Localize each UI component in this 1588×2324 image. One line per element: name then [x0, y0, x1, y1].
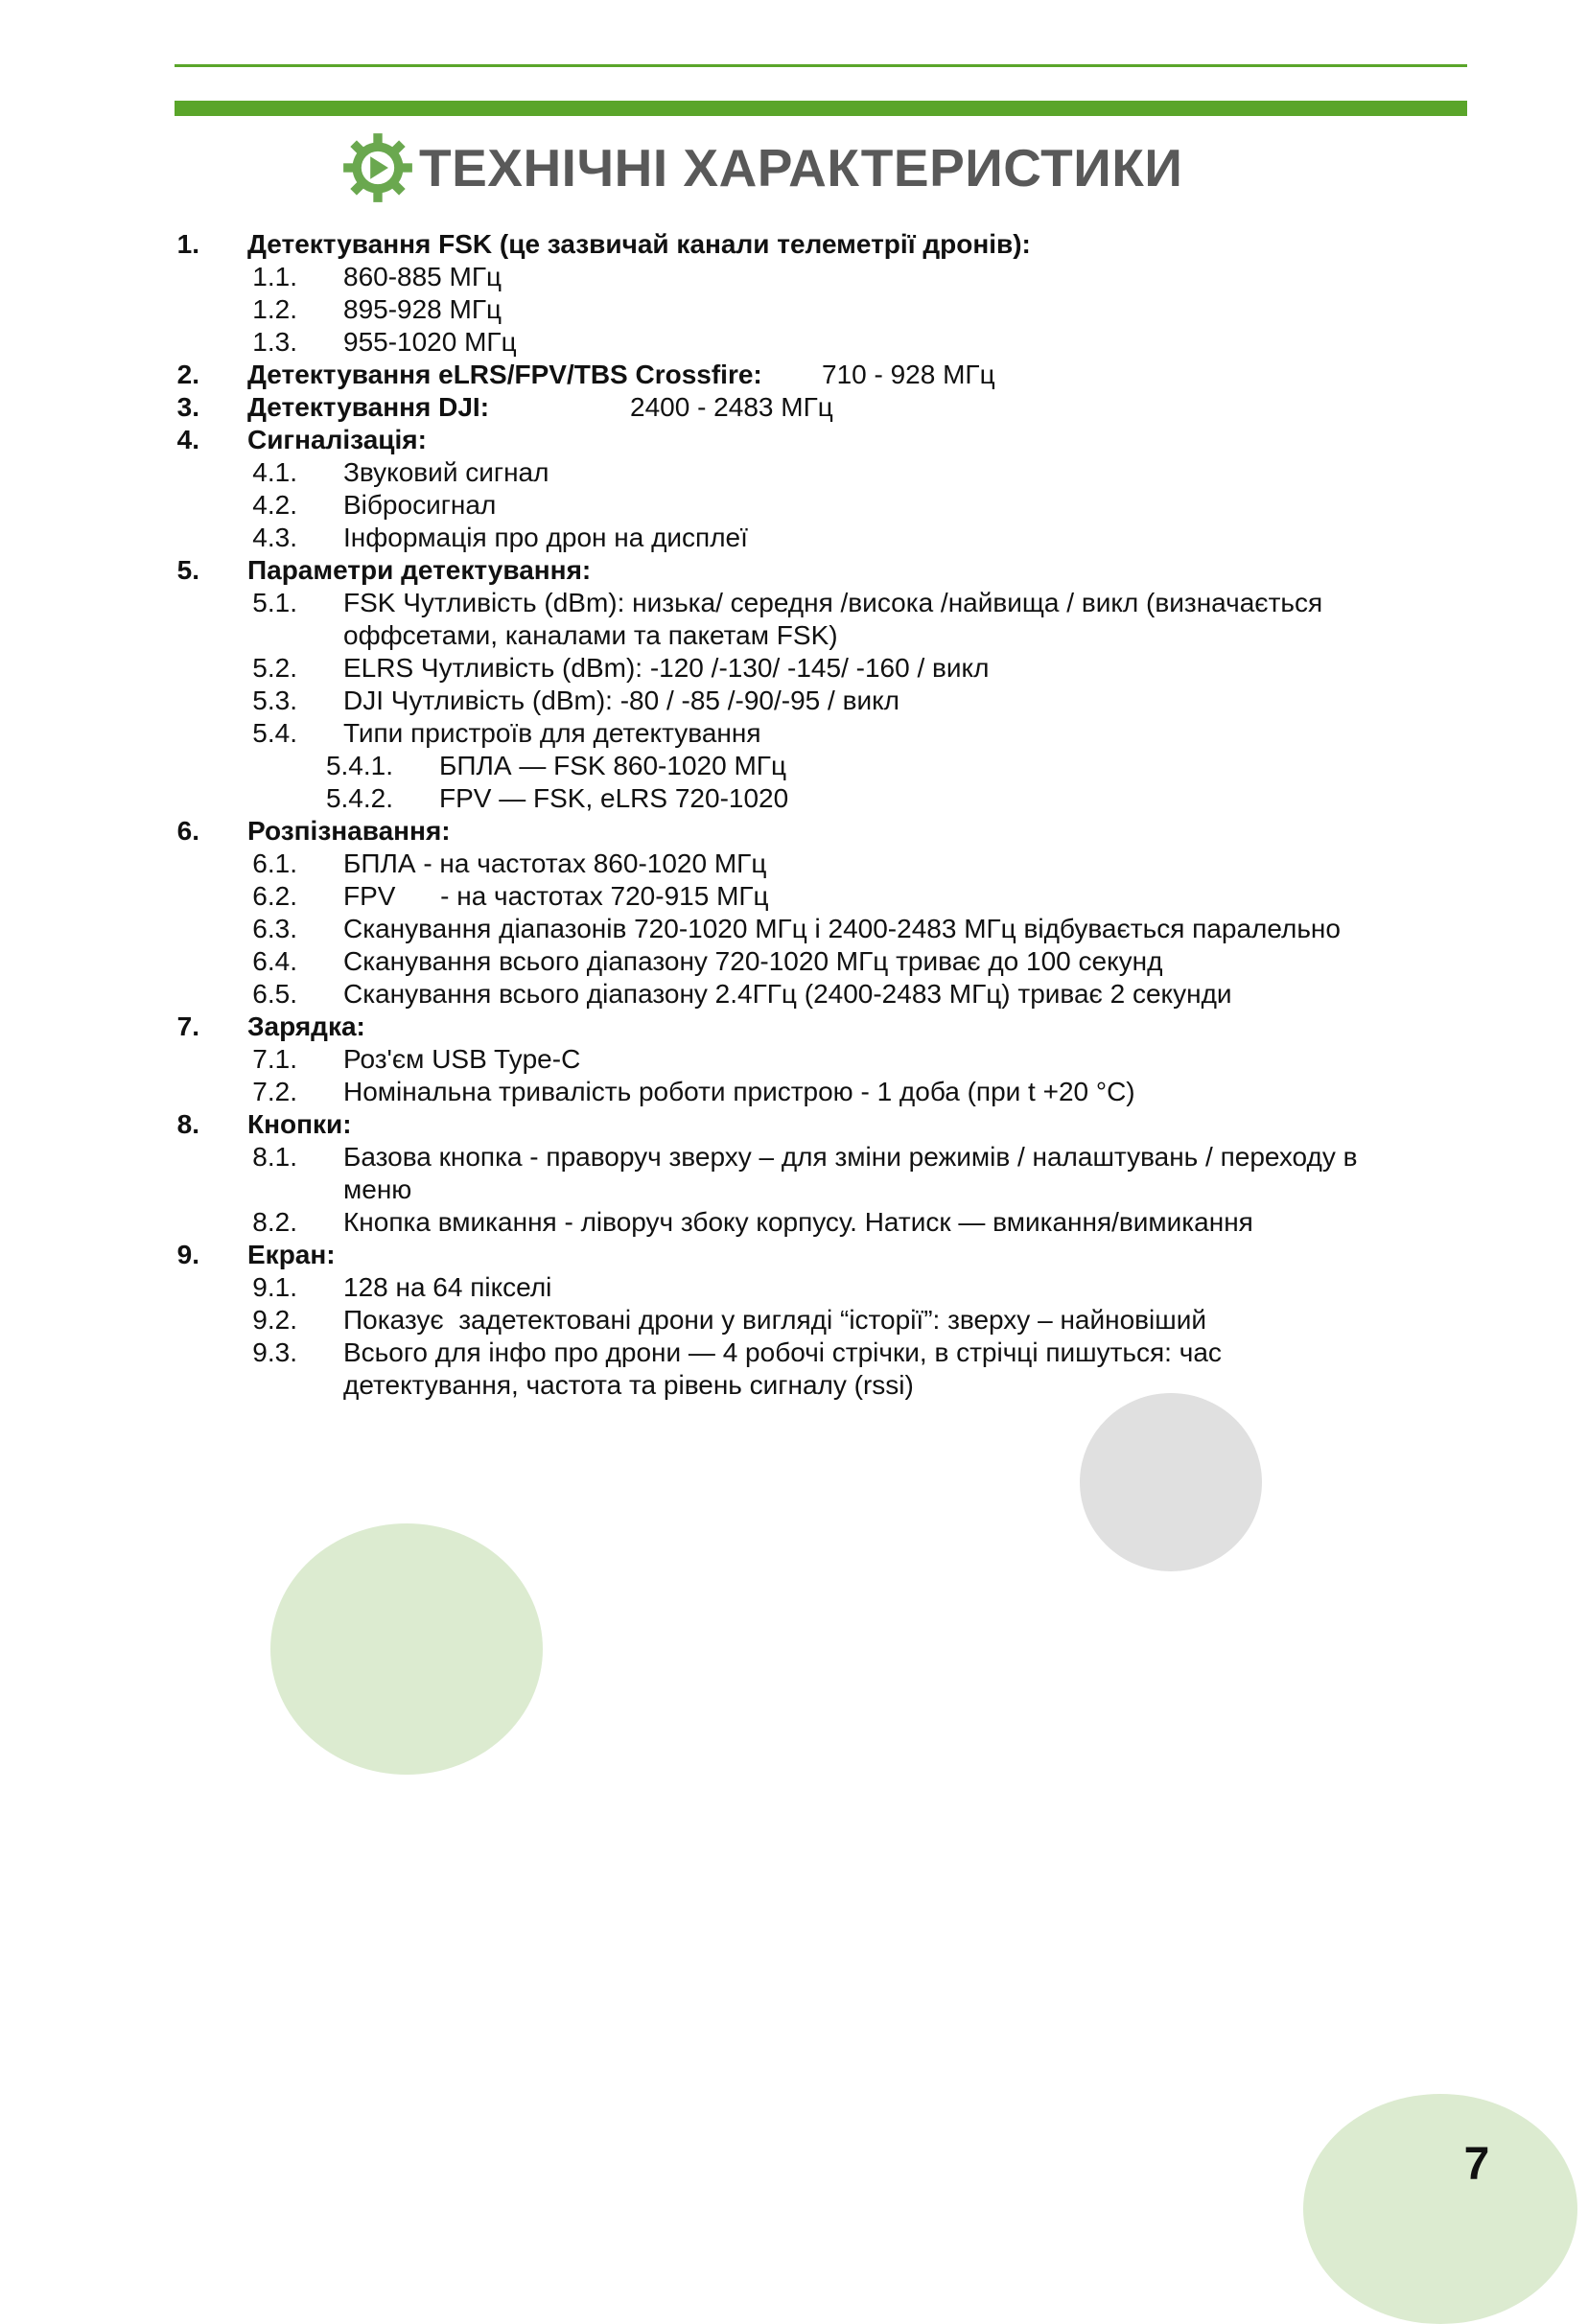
page-title: ТЕХНІЧНІ ХАРАКТЕРИСТИКИ — [419, 138, 1183, 198]
top-divider-thin — [175, 64, 1467, 67]
page-number: 7 — [1463, 2139, 1490, 2190]
decorative-gray-circle — [1080, 1393, 1262, 1571]
gear-icon — [340, 130, 415, 205]
top-divider-thick — [175, 101, 1467, 116]
decorative-green-circle — [270, 1523, 543, 1775]
page-number-circle — [1303, 2094, 1577, 2324]
page-header — [340, 134, 1182, 201]
